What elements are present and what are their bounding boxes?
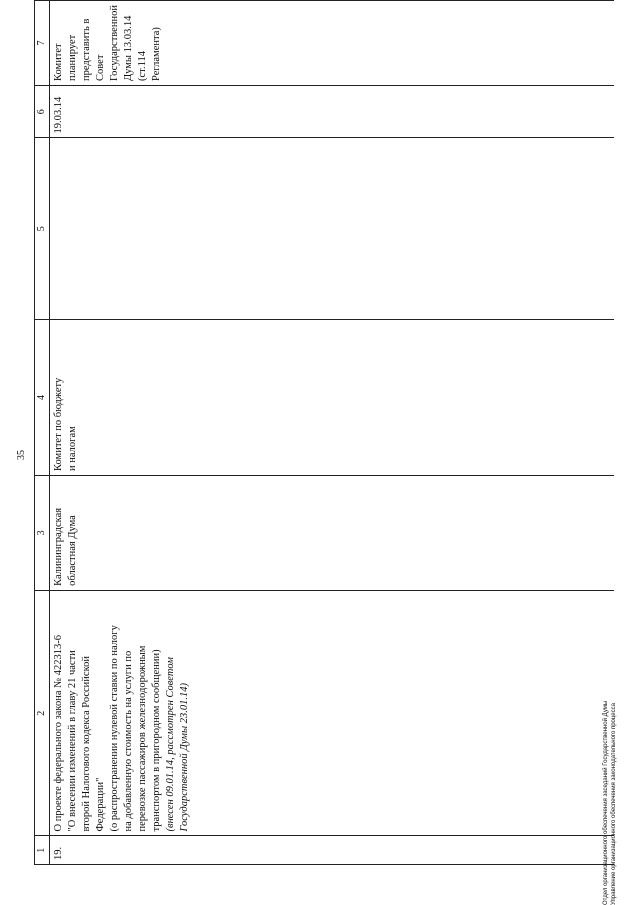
page-number: 35	[16, 450, 27, 460]
header-col-1: 1	[35, 836, 50, 865]
bill-title-line: на добавленную стоимость на услуги по	[123, 650, 134, 832]
bill-title-line: транспортом в пригородном сообщении)	[151, 649, 162, 832]
bill-title-line: О проекте федерального закона № 422313-6	[53, 634, 64, 832]
initiator-cell	[50, 475, 615, 590]
bill-title-line: второй Налогового кодекса Российской	[81, 655, 92, 832]
remark-line: Думы 13.03.14	[123, 15, 134, 81]
initiator-line: Калининградская	[53, 507, 64, 586]
header-col-5: 5	[35, 138, 50, 320]
table-header-row	[35, 1, 50, 865]
col5-cell	[50, 138, 615, 320]
committee-cell	[50, 319, 615, 475]
bill-note-line: (внесен 09.01.14, рассмотрен Советом	[165, 657, 176, 832]
bills-table	[34, 0, 614, 865]
header-col-2: 2	[35, 590, 50, 836]
header-col-3: 3	[35, 475, 50, 590]
remark-cell	[50, 1, 615, 86]
header-col-7: 7	[35, 1, 50, 86]
initiator-line: областная Дума	[67, 515, 78, 586]
bill-note-line: Государственной Думы 23.01.14)	[179, 683, 190, 832]
bill-title-cell	[50, 590, 615, 836]
committee-line: и налогам	[67, 426, 78, 471]
header-col-6: 6	[35, 85, 50, 137]
remark-line: Комитет планирует	[53, 34, 78, 81]
remark-line: представить в Совет	[81, 18, 106, 81]
date-cell: 19.03.14	[50, 85, 615, 137]
remark-line: Государственной	[109, 5, 120, 81]
bill-title-line: Федерации"	[95, 777, 106, 832]
remark-line: (ст.114 Регламента)	[137, 27, 162, 81]
bill-title-line: перевозке пассажиров железнодорожным	[137, 645, 148, 832]
bill-title-line: (о распространении нулевой ставки по налогу	[109, 625, 120, 832]
footer-line: Отдел организационного обеспечения заседаний Государственной Думы	[603, 700, 609, 905]
footer-line: Управление организационного обеспечения законодательного процесса	[611, 703, 617, 905]
footer	[602, 701, 618, 905]
committee-line: Комитет по бюджету	[53, 377, 64, 471]
row-number: 19.	[50, 836, 615, 865]
bill-title-line: "О внесении изменений в главу 21 части	[67, 650, 78, 832]
table-row	[50, 1, 615, 865]
header-col-4: 4	[35, 319, 50, 475]
